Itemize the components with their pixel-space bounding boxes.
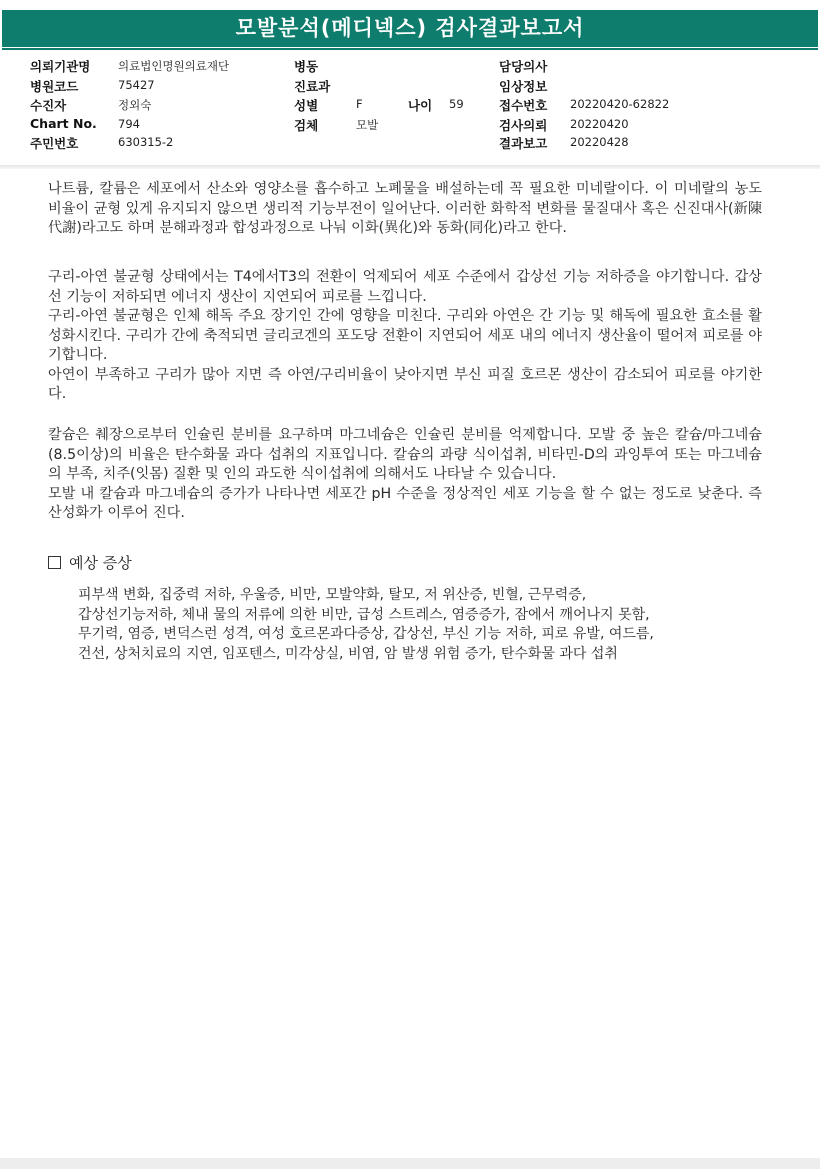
id-number-value: 630315-2 — [118, 135, 174, 149]
examinee-label: 수진자 — [30, 98, 67, 113]
chart-value: 794 — [118, 117, 140, 131]
chart-label: Chart No. — [30, 116, 97, 131]
paragraph-text: 칼슘은 췌장으로부터 인슐린 분비를 요구하며 마그네슘은 인슐린 분비를 억제합니다. 모발 중 높은 칼슘/마그네슘(8.5이상)의 비율은 탄수화물 과다 섭취의 지표입니다. 칼슘의 과량 식이섭취, 비타민-D의 과잉투여 또는 마그네슘의 부족, 치주(잇몸) 질환 및 인의 과도한 식이섭취에 의해서도 나타날 수 있습니다. — [48, 427, 762, 482]
ward-label: 병동 — [294, 59, 319, 74]
examinee-value: 정외숙 — [118, 98, 152, 112]
symptom-line: 피부색 변화, 집중력 저하, 우울증, 비만, 모발약화, 탈모, 저 위산증, 빈혈, 근무력증, — [78, 587, 587, 603]
page-footer-band — [0, 1158, 820, 1169]
paragraph-text: 구리-아연 불균형은 인체 해독 주요 장기인 간에 영향을 미친다. 구리와 아연은 간 기능 및 해독에 필요한 효소를 활성화시킨다. 구리가 간에 축적되면 글리코겐의 포도당 전환이 지연되어 세포 내의 에너지 생산율이 떨어져 피로를 야기합니다. — [48, 308, 762, 363]
paragraph-text: 아연이 부족하고 구리가 많아 지면 즉 아연/구리비율이 낮아지면 부신 피질 호르몬 생산이 감소되어 피로를 야기한다. — [48, 366, 762, 402]
specimen-value: 모발 — [356, 118, 379, 132]
department-label: 진료과 — [294, 79, 331, 94]
clinical-info-label: 임상정보 — [499, 79, 548, 94]
paragraph-text: 모발 내 칼슘과 마그네슘의 증가가 나타나면 세포간 pH 수준을 정상적인 세포 기능을 할 수 없는 정도로 낮춘다. 즉 산성화가 이루어 진다. — [48, 485, 762, 521]
report-title: 모발분석(메디넥스) 검사결과보고서 — [2, 10, 818, 47]
symptoms-list — [78, 586, 778, 664]
id-number-label: 주민번호 — [30, 136, 79, 151]
specimen-label: 검체 — [294, 118, 319, 133]
receipt-number-value: 20220420-62822 — [570, 97, 670, 111]
report-date-label: 결과보고 — [499, 136, 548, 151]
receipt-number-label: 접수번호 — [499, 98, 548, 113]
paragraph-text: 구리-아연 불균형 상태에서는 T4에서T3의 전환이 억제되어 세포 수준에서 갑상선 기능 저하증을 야기합니다. 갑상선 기능이 저하되면 에너지 생산이 지연되어 피로를 느낍니다. — [48, 269, 762, 305]
paragraph-metabolism — [48, 180, 762, 239]
hospital-code-value: 75427 — [118, 78, 155, 92]
title-divider — [2, 48, 818, 50]
age-label: 나이 — [408, 98, 433, 113]
symptoms-heading — [48, 552, 132, 573]
checkbox-icon — [48, 556, 61, 569]
symptom-line: 무기력, 염증, 변덕스런 성격, 여성 호르몬과다증상, 갑상선, 부신 기능 저하, 피로 유발, 여드름, — [78, 626, 654, 642]
patient-info-block — [0, 52, 820, 164]
paragraph-text: 나트륨, 칼륨은 세포에서 산소와 영양소를 흡수하고 노폐물을 배설하는데 꼭 필요한 미네랄이다. 이 미네랄의 농도 비율이 균형 있게 유지되지 않으면 생리적 기능부전이 일어난다. 이러한 화학적 변화를 물질대사 혹은 신진대사(新陳代謝)라고도 하며 분해과정과 합성과정으로 나눠 이화(異化)와 동화(同化)라고 한다. — [48, 181, 763, 236]
symptom-line: 건선, 상처치료의 지연, 임포텐스, 미각상실, 비염, 암 발생 위험 증가, 탄수화물 과다 섭취 — [78, 645, 618, 662]
institution-value: 의료법인명원의료재단 — [118, 59, 230, 73]
age-value: 59 — [449, 97, 464, 111]
doctor-label: 담당의사 — [499, 59, 548, 74]
report-date-value: 20220428 — [570, 135, 629, 149]
request-date-value: 20220420 — [570, 117, 629, 131]
request-date-label: 검사의뢰 — [499, 118, 548, 133]
symptoms-heading-text: 예상 증상 — [69, 554, 132, 572]
symptom-line: 갑상선기능저하, 체내 물의 저류에 의한 비만, 급성 스트레스, 염증증가, 잠에서 깨어나지 못함, — [78, 606, 650, 623]
paragraph-group-calcium — [48, 426, 762, 524]
institution-label: 의뢰기관명 — [30, 59, 91, 74]
hospital-code-label: 병원코드 — [30, 79, 79, 94]
header-separator — [0, 165, 820, 169]
sex-value: F — [356, 97, 363, 111]
paragraph-group-copper-zinc — [48, 268, 762, 405]
sex-label: 성별 — [294, 98, 319, 113]
